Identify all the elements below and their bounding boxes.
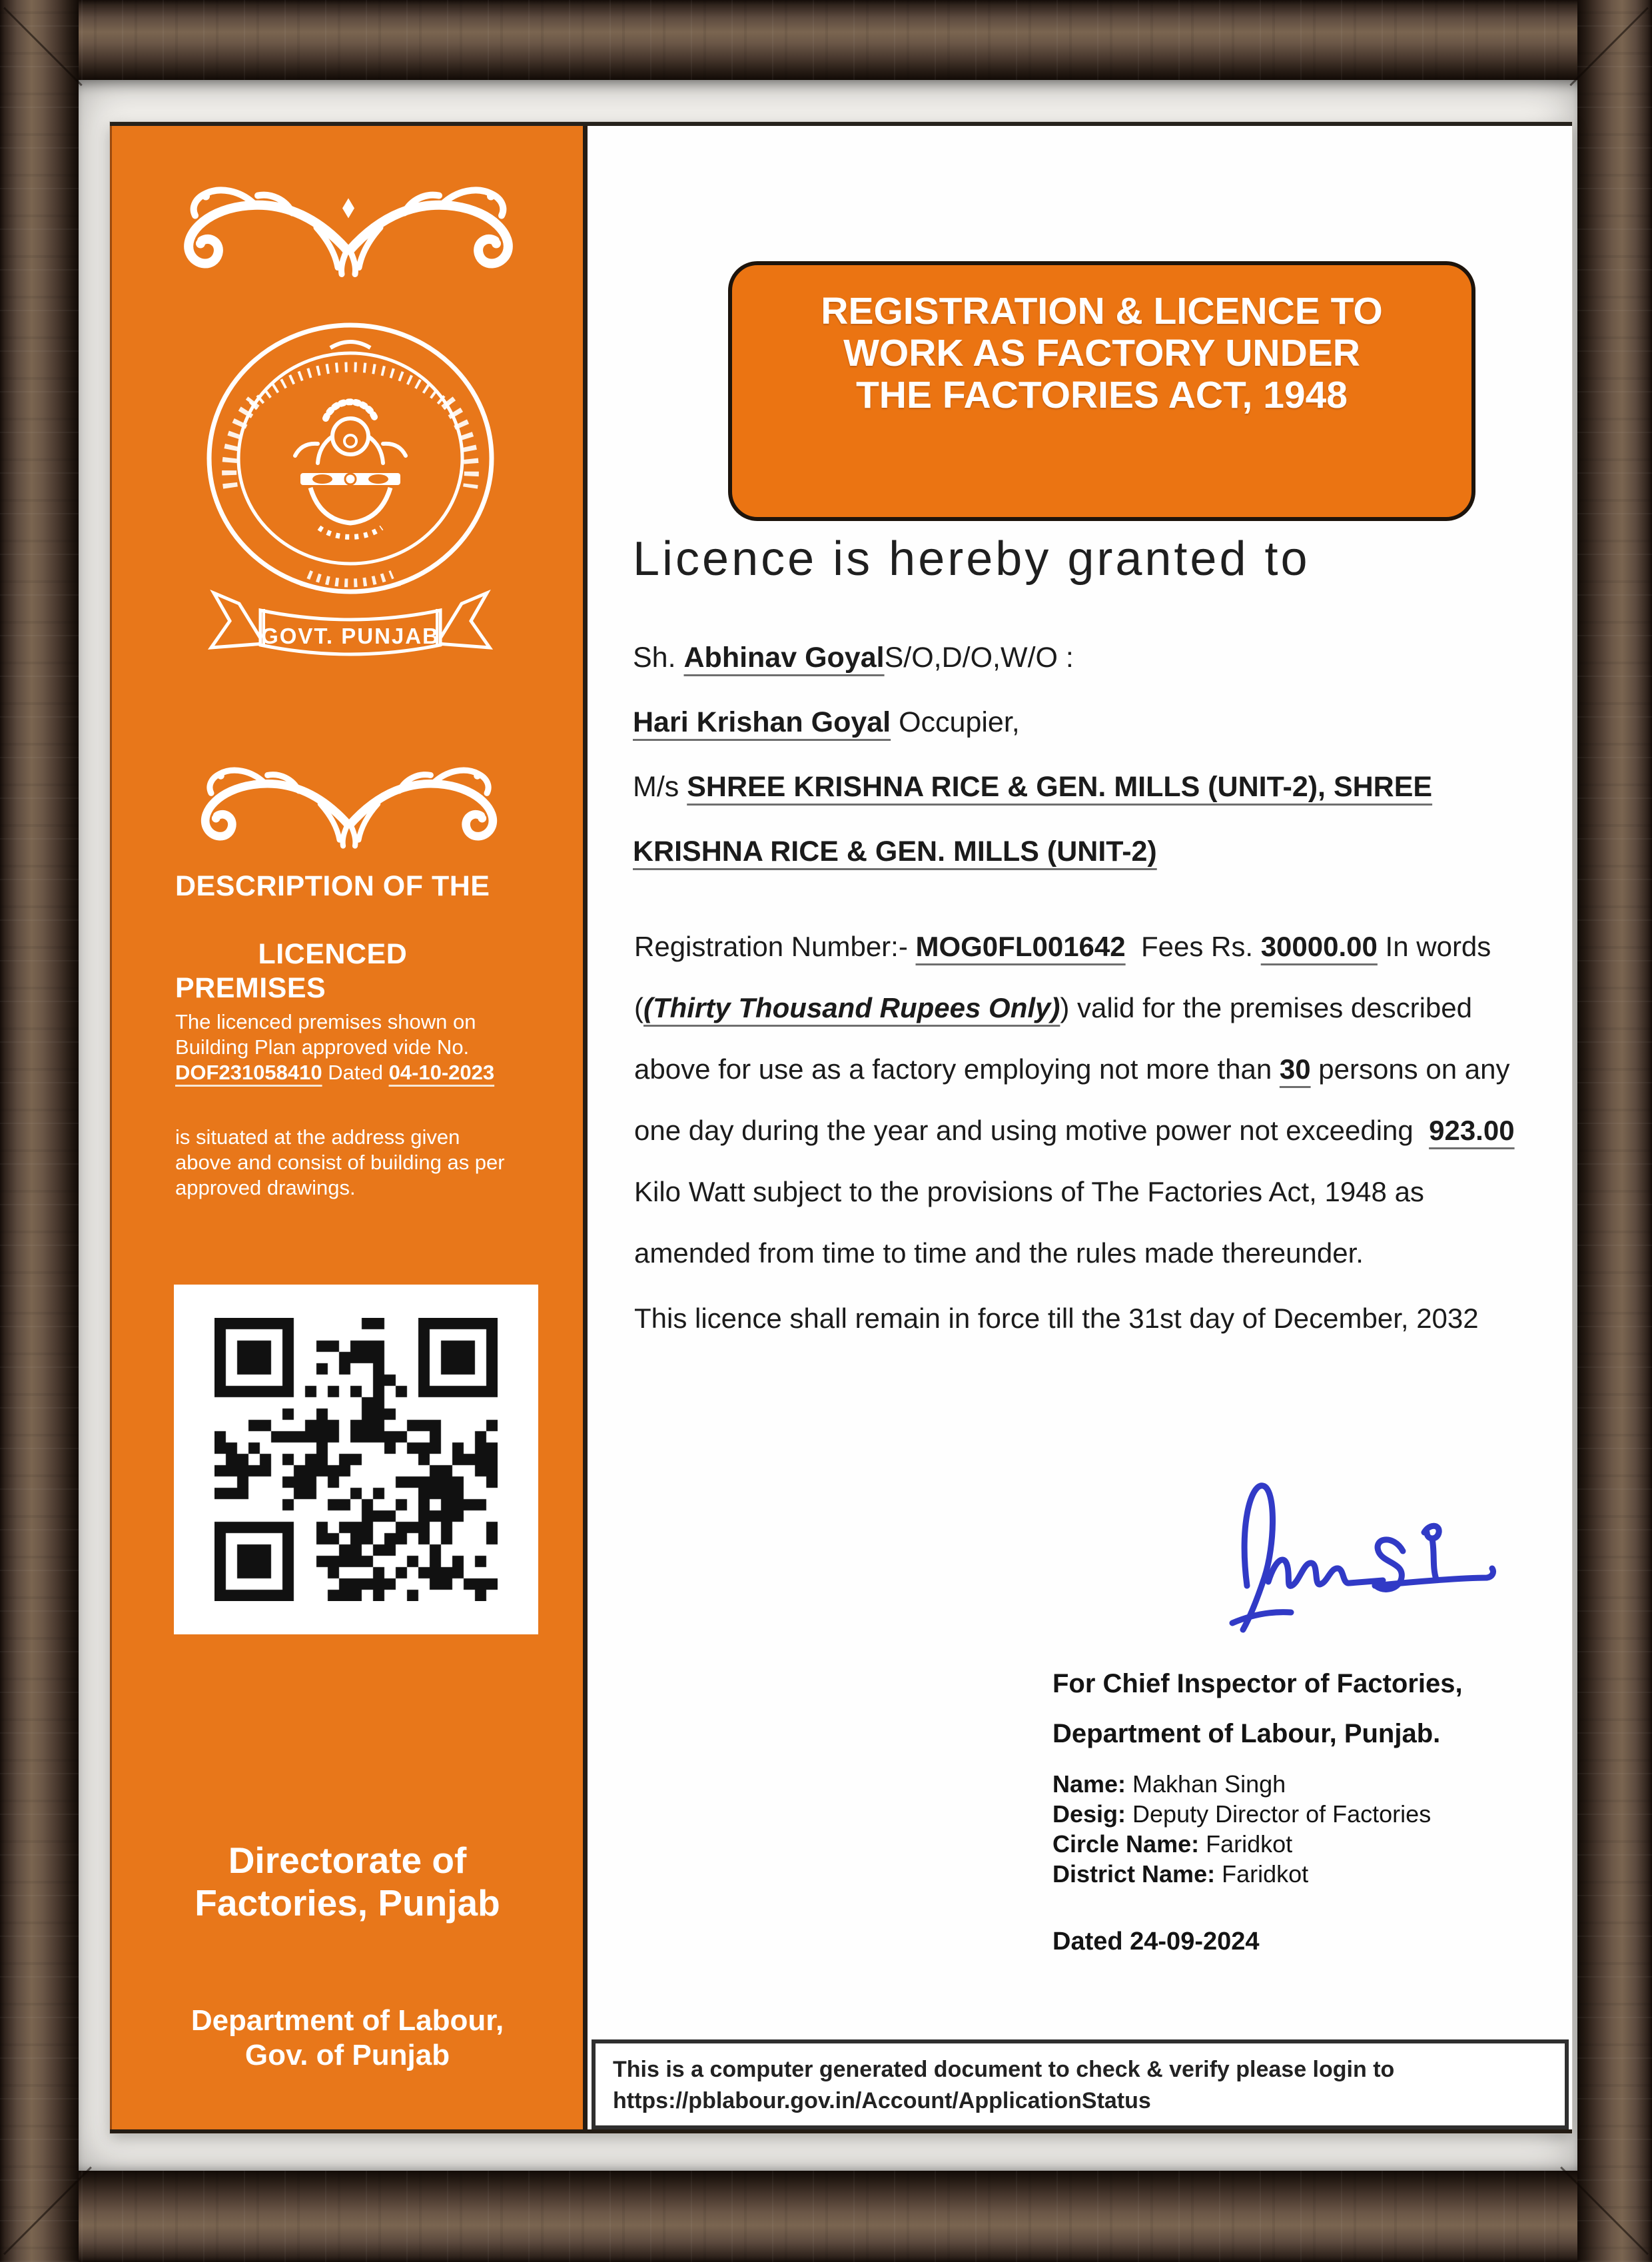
dated-line: Dated 24-09-2024 — [1052, 1928, 1260, 1956]
max-power-kw: 923.00 — [1429, 1115, 1515, 1146]
wood-frame-bottom — [0, 2171, 1652, 2262]
wood-frame-left — [0, 0, 79, 2262]
ribbon-label: GOVT. PUNJAB — [261, 624, 440, 648]
flourish-ornament-icon — [149, 177, 548, 280]
building-plan-date: 04-10-2023 — [388, 1061, 495, 1084]
inspector-signature — [1212, 1444, 1499, 1644]
ribbon-banner — [211, 593, 490, 654]
title-line2: WORK AS FACTORY UNDER — [843, 332, 1360, 374]
for-chief-inspector-line: For Chief Inspector of Factories, — [1052, 1669, 1463, 1698]
fees-value: 30000.00 — [1260, 931, 1378, 962]
signatory-block — [1052, 1669, 1463, 1956]
document-top-rule — [110, 122, 1572, 126]
title-line1: REGISTRATION & LICENCE TO — [821, 290, 1383, 332]
directorate-title: Directorate of Factories, Punjab — [195, 1840, 500, 1924]
footer-line1: This is a computer generated document to check & verify please login to — [613, 2057, 1395, 2082]
document-bottom-rule — [110, 2129, 1572, 2133]
certificate-title-box — [728, 261, 1475, 521]
premises-paragraph-2: is situated at the address given above and consist of building as per approved drawings. — [175, 1125, 505, 1199]
registration-number: MOG0FL001642 — [915, 931, 1126, 962]
grantee-paragraph: Sh. Abhinav GoyalS/O,D/O,W/O : Hari Krishan Goyal Occupier, M/s SHREE KRISHNA RICE & GEN. MILLS (UNIT-2), SHREE KRISHNA RICE & GEN. MILLS (UNIT-2) — [633, 642, 1433, 867]
signatory-district: District Name: Faridkot — [1052, 1860, 1309, 1888]
premises-paragraph-1: The licenced premises shown on Building Plan approved vide No. DOF231058410 Dated 04-10-2023 — [175, 1010, 495, 1084]
section-title-line2: LICENCED PREMISES — [175, 938, 424, 1004]
govt-punjab-emblem — [201, 313, 500, 673]
wood-frame-top — [0, 0, 1652, 80]
orange-sidebar — [110, 122, 588, 2133]
qr-code-box — [174, 1285, 538, 1634]
building-plan-number: DOF231058410 — [175, 1061, 322, 1084]
signatory-designation: Desig: Deputy Director of Factories — [1052, 1800, 1432, 1828]
flourish-divider-icon — [129, 760, 569, 849]
department-subtitle: Department of Labour, Gov. of Punjab — [191, 2004, 504, 2071]
title-line3: THE FACTORIES ACT, 1948 — [855, 374, 1348, 416]
signatory-circle: Circle Name: Faridkot — [1052, 1830, 1293, 1858]
qr-code — [214, 1318, 498, 1601]
ashoka-lion-capital-icon — [295, 402, 406, 537]
fees-in-words: (Thirty Thousand Rupees Only) — [643, 992, 1060, 1023]
department-line: Department of Labour, Punjab. — [1052, 1719, 1441, 1748]
sidebar-section-title — [175, 869, 535, 1005]
granted-heading: Licence is hereby granted to — [633, 532, 1310, 586]
occupier-name: Abhinav Goyal — [683, 642, 885, 674]
firm-name: SHREE KRISHNA RICE & GEN. MILLS (UNIT-2), SHREE KRISHNA RICE & GEN. MILLS (UNIT-2) — [633, 771, 1433, 867]
white-mat — [79, 80, 1577, 2171]
max-persons: 30 — [1279, 1053, 1311, 1085]
footer-url: https://pblabour.gov.in/Account/ApplicationStatus — [613, 2088, 1151, 2113]
registration-text: Registration Number:- MOG0FL001642 Fees Rs. 30000.00 In words ((Thirty Thousand Rupees Only)) valid for the premises described above for use as a factory employing not more than 30 persons on any one day during the year and using motive power not exceeding 923.00 Kilo Watt subject to the provisions of The Factories Act, 1948 as amended from time to time and the rules made thereunder. — [634, 931, 1523, 1269]
section-title-line1: DESCRIPTION OF THE — [175, 870, 490, 902]
registration-paragraph — [634, 916, 1530, 1349]
wood-frame-right — [1577, 0, 1652, 2262]
guardian-name: Hari Krishan Goyal — [633, 706, 891, 738]
validity-line: This licence shall remain in force till the 31st day of December, 2032 — [634, 1303, 1479, 1334]
signatory-name: Name: Makhan Singh — [1052, 1770, 1286, 1798]
verification-footer — [592, 2039, 1569, 2129]
licence-document — [110, 122, 1572, 2133]
